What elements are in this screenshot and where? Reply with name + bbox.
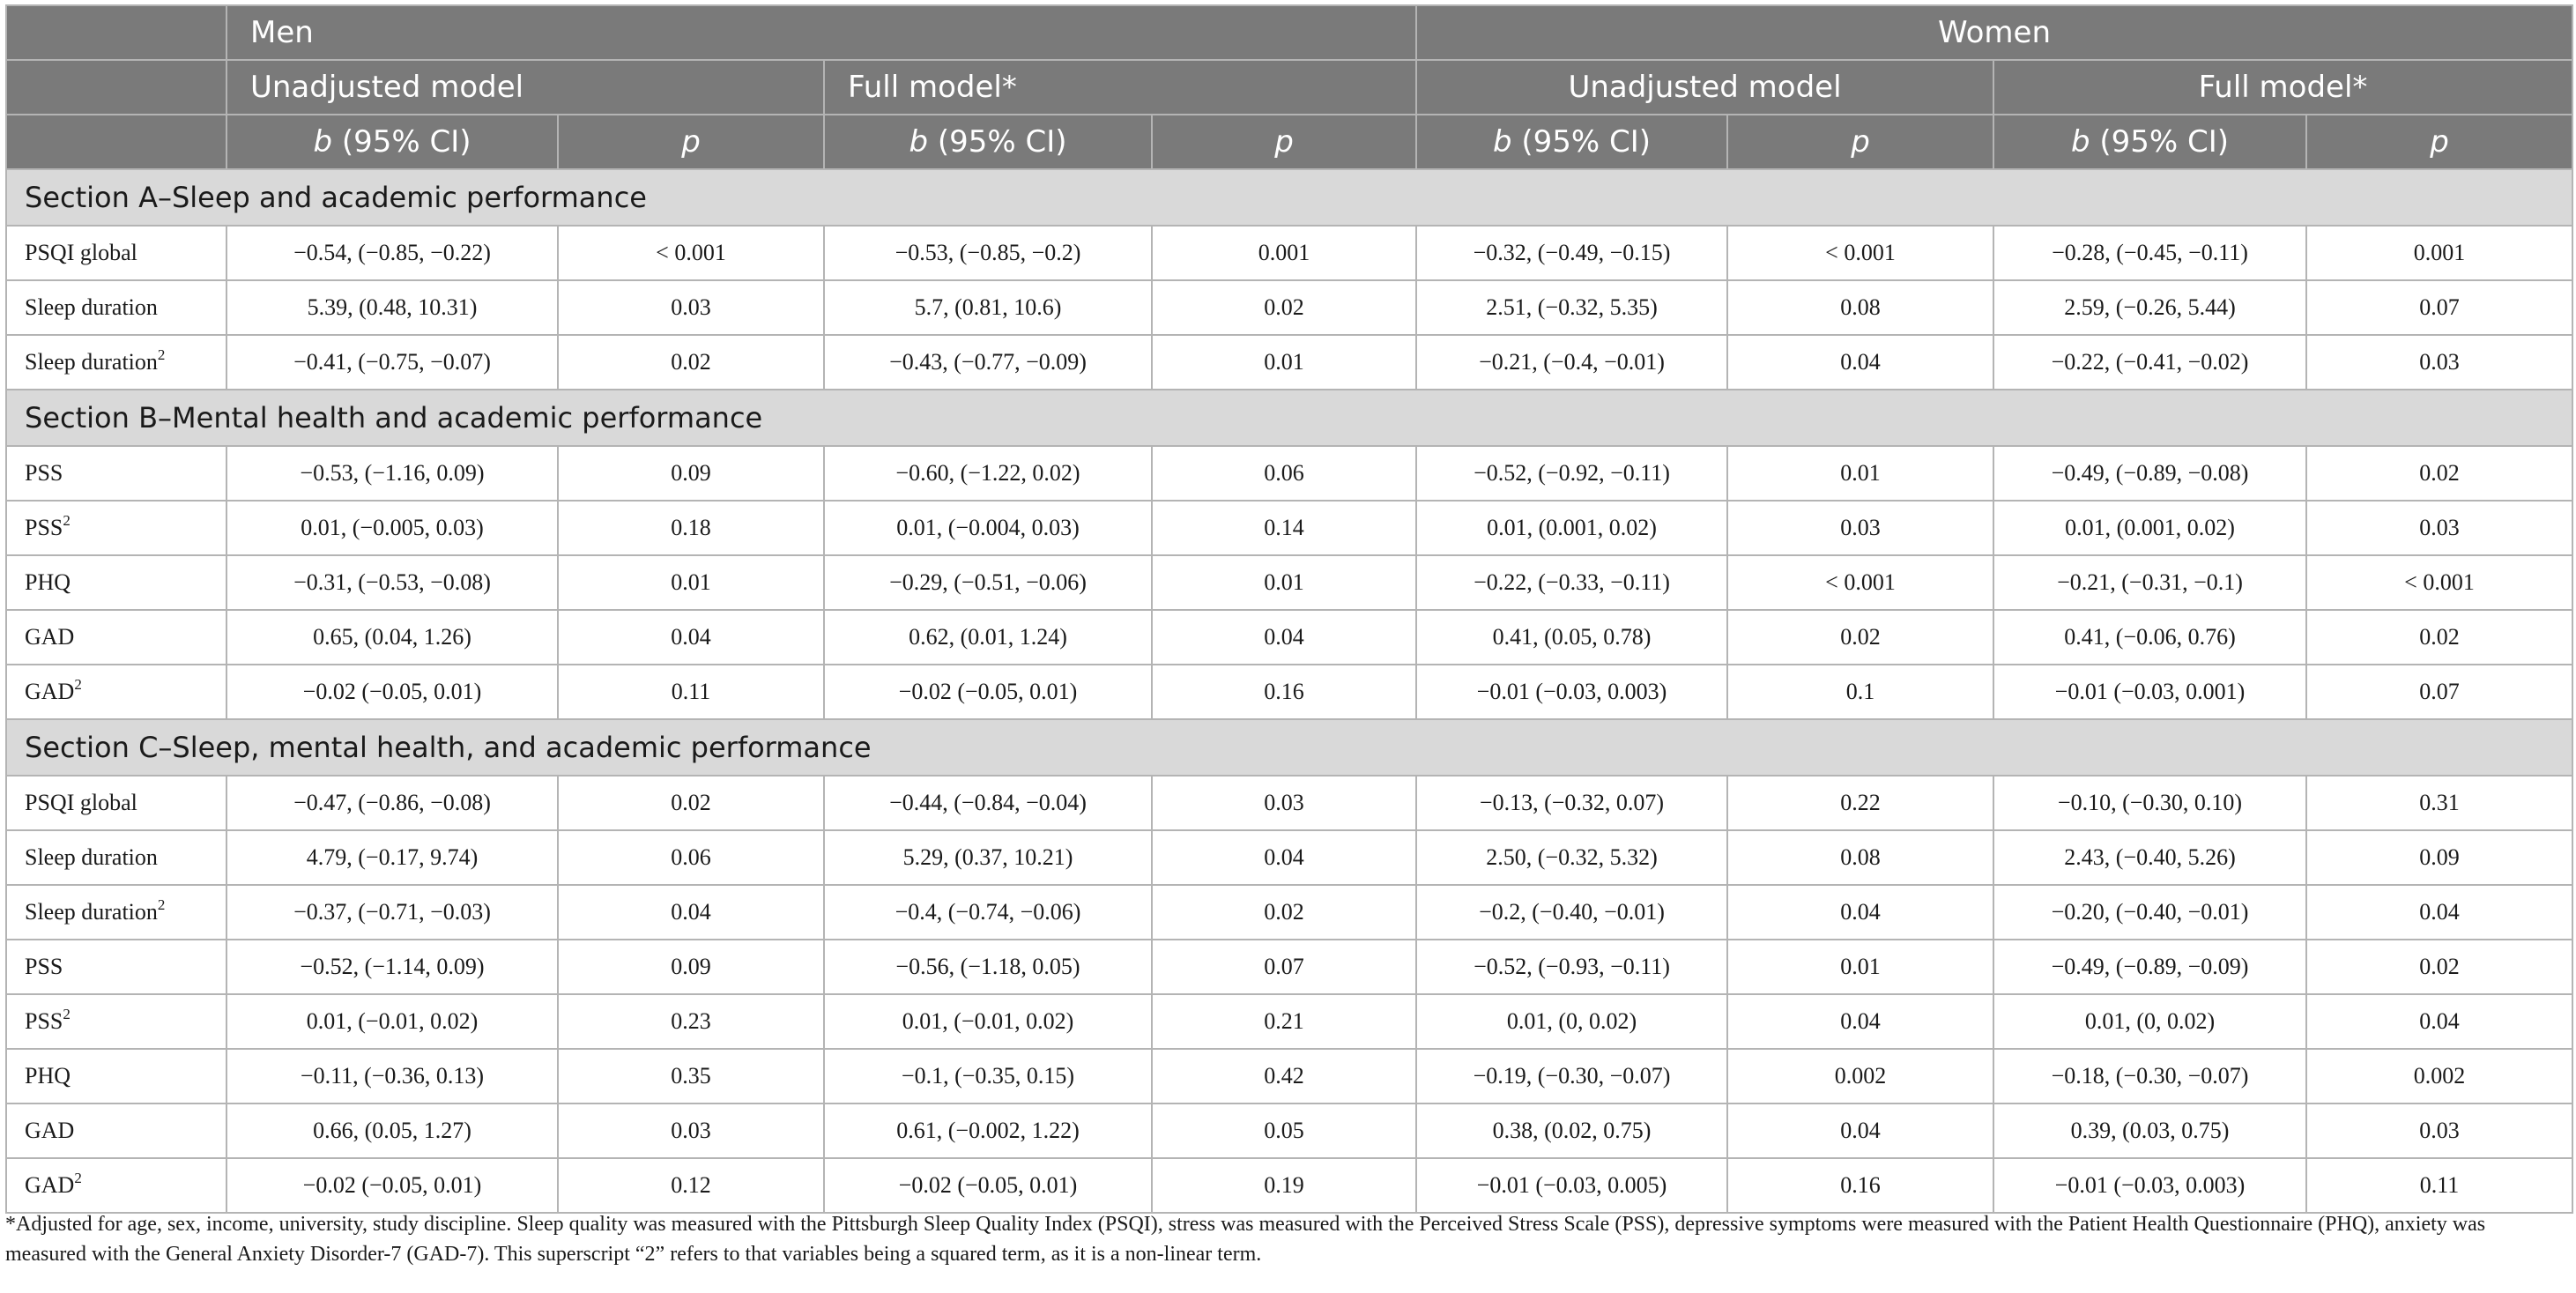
table-row xyxy=(6,940,2572,994)
squared-superscript: 2 xyxy=(63,512,71,529)
estimate-cell: −0.2, (−0.40, −0.01) xyxy=(1416,885,1727,940)
header-model-men-unadjusted: Unadjusted model xyxy=(226,60,824,115)
header-row-models xyxy=(6,60,2572,115)
estimate-cell: −0.22, (−0.41, −0.02) xyxy=(1993,335,2306,390)
p-value-cell: 0.16 xyxy=(1152,665,1416,719)
row-label xyxy=(6,280,226,335)
p-value-cell: 0.07 xyxy=(1152,940,1416,994)
table-row xyxy=(6,555,2572,610)
header-row-groups xyxy=(6,5,2572,60)
table-row xyxy=(6,994,2572,1049)
estimate-cell: −0.1, (−0.35, 0.15) xyxy=(824,1049,1152,1104)
estimate-cell: 5.7, (0.81, 10.6) xyxy=(824,280,1152,335)
row-label-text: Sleep duration xyxy=(25,899,158,925)
p-value-cell: 0.01 xyxy=(1152,555,1416,610)
p-value-cell: 0.04 xyxy=(1152,830,1416,885)
estimate-cell: 0.01, (0.001, 0.02) xyxy=(1993,501,2306,555)
estimate-cell: 2.59, (−0.26, 5.44) xyxy=(1993,280,2306,335)
estimate-cell: −0.54, (−0.85, −0.22) xyxy=(226,226,558,280)
estimate-cell: −0.31, (−0.53, −0.08) xyxy=(226,555,558,610)
header-row-stats xyxy=(6,115,2572,169)
estimate-cell: 0.41, (−0.06, 0.76) xyxy=(1993,610,2306,665)
p-value-cell: 0.001 xyxy=(2306,226,2572,280)
p-value-cell: 0.01 xyxy=(558,555,824,610)
p-value-cell: 0.09 xyxy=(558,446,824,501)
p-value-cell: 0.35 xyxy=(558,1049,824,1104)
estimate-cell: −0.52, (−1.14, 0.09) xyxy=(226,940,558,994)
table-footnote: *Adjusted for age, sex, income, university, study discipline. Sleep quality was measured with the Pittsburgh Sleep Quality Index (PSQI), stress was measured with the Perceived Stress Scale (PSS), depressive symptoms were measured with the Patient Health Questionnaire (PHQ), anxiety was measured with the General Anxiety Disorder-7 (GAD-7). This superscript “2” refers to that variables being a squared term, as it is a non-linear term. xyxy=(5,1213,2486,1266)
header-b-ci xyxy=(1993,115,2306,169)
estimate-cell: −0.52, (−0.93, −0.11) xyxy=(1416,940,1727,994)
section-header-row xyxy=(6,719,2572,776)
section-header-row xyxy=(6,390,2572,446)
p-value-cell: 0.08 xyxy=(1727,830,1993,885)
p-value-cell: 0.04 xyxy=(1727,994,1993,1049)
p-value-cell: 0.02 xyxy=(2306,940,2572,994)
b-symbol: b xyxy=(1492,124,1512,160)
ci-suffix: (95% CI) xyxy=(1511,124,1652,160)
estimate-cell: 0.62, (0.01, 1.24) xyxy=(824,610,1152,665)
p-value-cell: 0.02 xyxy=(2306,446,2572,501)
p-value-cell: 0.06 xyxy=(558,830,824,885)
header-group-men: Men xyxy=(226,5,1416,60)
p-value-cell: 0.02 xyxy=(558,335,824,390)
p-value-cell: 0.03 xyxy=(558,1104,824,1158)
p-value-cell: 0.42 xyxy=(1152,1049,1416,1104)
p-value-cell: < 0.001 xyxy=(1727,555,1993,610)
estimate-cell: 0.39, (0.03, 0.75) xyxy=(1993,1104,2306,1158)
p-value-cell: 0.14 xyxy=(1152,501,1416,555)
header-b-ci xyxy=(824,115,1152,169)
row-label xyxy=(6,555,226,610)
results-table xyxy=(5,4,2573,1214)
table-row xyxy=(6,501,2572,555)
row-label-text: GAD xyxy=(25,624,75,650)
p-value-cell: 0.21 xyxy=(1152,994,1416,1049)
estimate-cell: 2.50, (−0.32, 5.32) xyxy=(1416,830,1727,885)
row-label-text: Sleep duration xyxy=(25,349,158,375)
row-label-text: PSQI global xyxy=(25,790,137,815)
estimate-cell: 0.66, (0.05, 1.27) xyxy=(226,1104,558,1158)
header-model-women-full: Full model* xyxy=(1993,60,2572,115)
estimate-cell: −0.21, (−0.31, −0.1) xyxy=(1993,555,2306,610)
table-row xyxy=(6,665,2572,719)
estimate-cell: −0.4, (−0.74, −0.06) xyxy=(824,885,1152,940)
header-b-ci xyxy=(226,115,558,169)
p-value-cell: 0.12 xyxy=(558,1158,824,1213)
row-label xyxy=(6,1104,226,1158)
p-value-cell: 0.04 xyxy=(2306,994,2572,1049)
estimate-cell: 0.61, (−0.002, 1.22) xyxy=(824,1104,1152,1158)
table-row xyxy=(6,885,2572,940)
estimate-cell: 0.41, (0.05, 0.78) xyxy=(1416,610,1727,665)
estimate-cell: 0.01, (0.001, 0.02) xyxy=(1416,501,1727,555)
estimate-cell: −0.11, (−0.36, 0.13) xyxy=(226,1049,558,1104)
estimate-cell: −0.02 (−0.05, 0.01) xyxy=(824,665,1152,719)
estimate-cell: −0.20, (−0.40, −0.01) xyxy=(1993,885,2306,940)
estimate-cell: −0.01 (−0.03, 0.005) xyxy=(1416,1158,1727,1213)
row-label-text: Sleep duration xyxy=(25,844,158,870)
ci-suffix: (95% CI) xyxy=(2090,124,2230,160)
p-value-cell: 0.07 xyxy=(2306,665,2572,719)
row-label-text: PHQ xyxy=(25,1063,71,1089)
estimate-cell: −0.37, (−0.71, −0.03) xyxy=(226,885,558,940)
row-label xyxy=(6,226,226,280)
b-symbol: b xyxy=(2070,124,2090,160)
header-p xyxy=(2306,115,2572,169)
p-value-cell: 0.11 xyxy=(558,665,824,719)
row-label-text: PSS xyxy=(25,1008,63,1034)
p-value-cell: 0.06 xyxy=(1152,446,1416,501)
p-symbol: p xyxy=(681,124,701,160)
p-value-cell: 0.002 xyxy=(2306,1049,2572,1104)
table-row xyxy=(6,226,2572,280)
estimate-cell: −0.28, (−0.45, −0.11) xyxy=(1993,226,2306,280)
b-symbol: b xyxy=(909,124,929,160)
estimate-cell: −0.19, (−0.30, −0.07) xyxy=(1416,1049,1727,1104)
header-corner xyxy=(6,115,226,169)
p-value-cell: 0.03 xyxy=(558,280,824,335)
estimate-cell: −0.02 (−0.05, 0.01) xyxy=(824,1158,1152,1213)
estimate-cell: −0.53, (−1.16, 0.09) xyxy=(226,446,558,501)
ci-suffix: (95% CI) xyxy=(332,124,471,160)
table-body xyxy=(6,169,2572,1213)
row-label xyxy=(6,776,226,830)
row-label xyxy=(6,501,226,555)
estimate-cell: −0.02 (−0.05, 0.01) xyxy=(226,1158,558,1213)
estimate-cell: −0.53, (−0.85, −0.2) xyxy=(824,226,1152,280)
header-b-ci xyxy=(1416,115,1727,169)
estimate-cell: 0.01, (−0.01, 0.02) xyxy=(226,994,558,1049)
table-row xyxy=(6,280,2572,335)
p-value-cell: 0.23 xyxy=(558,994,824,1049)
table-row xyxy=(6,1104,2572,1158)
p-value-cell: 0.04 xyxy=(1152,610,1416,665)
ci-suffix: (95% CI) xyxy=(928,124,1067,160)
p-value-cell: 0.002 xyxy=(1727,1049,1993,1104)
p-value-cell: 0.03 xyxy=(2306,1104,2572,1158)
estimate-cell: 0.01, (0, 0.02) xyxy=(1993,994,2306,1049)
row-label xyxy=(6,1049,226,1104)
estimate-cell: −0.01 (−0.03, 0.003) xyxy=(1416,665,1727,719)
estimate-cell: −0.44, (−0.84, −0.04) xyxy=(824,776,1152,830)
row-label xyxy=(6,1158,226,1213)
p-value-cell: 0.18 xyxy=(558,501,824,555)
estimate-cell: 0.65, (0.04, 1.26) xyxy=(226,610,558,665)
p-value-cell: 0.09 xyxy=(558,940,824,994)
estimate-cell: −0.47, (−0.86, −0.08) xyxy=(226,776,558,830)
p-value-cell: < 0.001 xyxy=(558,226,824,280)
row-label-text: GAD xyxy=(25,679,75,704)
table-row xyxy=(6,830,2572,885)
estimate-cell: 5.29, (0.37, 10.21) xyxy=(824,830,1152,885)
row-label xyxy=(6,610,226,665)
estimate-cell: −0.02 (−0.05, 0.01) xyxy=(226,665,558,719)
p-symbol: p xyxy=(2430,124,2449,160)
estimate-cell: −0.01 (−0.03, 0.003) xyxy=(1993,1158,2306,1213)
p-value-cell: 0.19 xyxy=(1152,1158,1416,1213)
estimate-cell: 0.01, (−0.005, 0.03) xyxy=(226,501,558,555)
p-value-cell: 0.16 xyxy=(1727,1158,1993,1213)
estimate-cell: −0.32, (−0.49, −0.15) xyxy=(1416,226,1727,280)
row-label xyxy=(6,994,226,1049)
row-label-text: PSS xyxy=(25,954,63,979)
row-label xyxy=(6,665,226,719)
p-value-cell: 0.03 xyxy=(1152,776,1416,830)
estimate-cell: −0.49, (−0.89, −0.09) xyxy=(1993,940,2306,994)
estimate-cell: 4.79, (−0.17, 9.74) xyxy=(226,830,558,885)
row-label-text: PSQI global xyxy=(25,240,137,265)
header-corner xyxy=(6,5,226,60)
p-value-cell: 0.04 xyxy=(558,885,824,940)
p-value-cell: 0.001 xyxy=(1152,226,1416,280)
p-value-cell: 0.22 xyxy=(1727,776,1993,830)
p-value-cell: 0.01 xyxy=(1152,335,1416,390)
section-header-row xyxy=(6,169,2572,226)
p-value-cell: 0.02 xyxy=(1727,610,1993,665)
row-label-text: GAD xyxy=(25,1172,75,1198)
p-symbol: p xyxy=(1274,124,1294,160)
squared-superscript: 2 xyxy=(74,676,82,693)
p-value-cell: 0.03 xyxy=(2306,501,2572,555)
estimate-cell: 0.01, (−0.004, 0.03) xyxy=(824,501,1152,555)
header-p xyxy=(1727,115,1993,169)
p-value-cell: 0.04 xyxy=(1727,1104,1993,1158)
squared-superscript: 2 xyxy=(157,346,166,363)
p-value-cell: 0.31 xyxy=(2306,776,2572,830)
row-label xyxy=(6,885,226,940)
estimate-cell: 2.51, (−0.32, 5.35) xyxy=(1416,280,1727,335)
p-value-cell: 0.04 xyxy=(1727,885,1993,940)
row-label-text: GAD xyxy=(25,1118,75,1143)
row-label-text: PSS xyxy=(25,515,63,540)
section-title: Section A–Sleep and academic performance xyxy=(6,169,2572,226)
p-value-cell: 0.03 xyxy=(2306,335,2572,390)
estimate-cell: −0.52, (−0.92, −0.11) xyxy=(1416,446,1727,501)
row-label xyxy=(6,335,226,390)
table-row xyxy=(6,446,2572,501)
table-row xyxy=(6,335,2572,390)
estimate-cell: −0.43, (−0.77, −0.09) xyxy=(824,335,1152,390)
estimate-cell: 0.01, (0, 0.02) xyxy=(1416,994,1727,1049)
header-p xyxy=(558,115,824,169)
header-model-women-unadjusted: Unadjusted model xyxy=(1416,60,1993,115)
table-row xyxy=(6,776,2572,830)
p-value-cell: 0.11 xyxy=(2306,1158,2572,1213)
estimate-cell: 0.01, (−0.01, 0.02) xyxy=(824,994,1152,1049)
estimate-cell: 2.43, (−0.40, 5.26) xyxy=(1993,830,2306,885)
p-value-cell: 0.05 xyxy=(1152,1104,1416,1158)
estimate-cell: −0.41, (−0.75, −0.07) xyxy=(226,335,558,390)
header-model-men-full: Full model* xyxy=(824,60,1416,115)
header-corner xyxy=(6,60,226,115)
p-value-cell: 0.02 xyxy=(1152,885,1416,940)
p-value-cell: 0.07 xyxy=(2306,280,2572,335)
estimate-cell: 0.38, (0.02, 0.75) xyxy=(1416,1104,1727,1158)
table-row xyxy=(6,610,2572,665)
squared-superscript: 2 xyxy=(157,896,166,913)
p-value-cell: 0.04 xyxy=(2306,885,2572,940)
section-title: Section C–Sleep, mental health, and academic performance xyxy=(6,719,2572,776)
estimate-cell: 5.39, (0.48, 10.31) xyxy=(226,280,558,335)
estimate-cell: −0.01 (−0.03, 0.001) xyxy=(1993,665,2306,719)
p-value-cell: 0.02 xyxy=(558,776,824,830)
b-symbol: b xyxy=(313,124,333,160)
p-value-cell: 0.03 xyxy=(1727,501,1993,555)
row-label xyxy=(6,940,226,994)
p-value-cell: 0.02 xyxy=(1152,280,1416,335)
squared-superscript: 2 xyxy=(63,1006,71,1022)
estimate-cell: −0.18, (−0.30, −0.07) xyxy=(1993,1049,2306,1104)
estimate-cell: −0.56, (−1.18, 0.05) xyxy=(824,940,1152,994)
estimate-cell: −0.13, (−0.32, 0.07) xyxy=(1416,776,1727,830)
table-row xyxy=(6,1049,2572,1104)
p-value-cell: 0.01 xyxy=(1727,446,1993,501)
row-label xyxy=(6,446,226,501)
p-value-cell: 0.04 xyxy=(1727,335,1993,390)
estimate-cell: −0.29, (−0.51, −0.06) xyxy=(824,555,1152,610)
estimate-cell: −0.10, (−0.30, 0.10) xyxy=(1993,776,2306,830)
p-value-cell: 0.08 xyxy=(1727,280,1993,335)
p-symbol: p xyxy=(1851,124,1870,160)
p-value-cell: < 0.001 xyxy=(2306,555,2572,610)
section-title: Section B–Mental health and academic performance xyxy=(6,390,2572,446)
estimate-cell: −0.60, (−1.22, 0.02) xyxy=(824,446,1152,501)
p-value-cell: 0.04 xyxy=(558,610,824,665)
estimate-cell: −0.22, (−0.33, −0.11) xyxy=(1416,555,1727,610)
p-value-cell: 0.02 xyxy=(2306,610,2572,665)
table-row xyxy=(6,1158,2572,1213)
row-label-text: PHQ xyxy=(25,569,71,595)
header-p xyxy=(1152,115,1416,169)
row-label-text: Sleep duration xyxy=(25,294,158,320)
p-value-cell: 0.09 xyxy=(2306,830,2572,885)
estimate-cell: −0.49, (−0.89, −0.08) xyxy=(1993,446,2306,501)
estimate-cell: −0.21, (−0.4, −0.01) xyxy=(1416,335,1727,390)
squared-superscript: 2 xyxy=(74,1170,82,1186)
row-label xyxy=(6,830,226,885)
row-label-text: PSS xyxy=(25,460,63,486)
p-value-cell: < 0.001 xyxy=(1727,226,1993,280)
header-group-women: Women xyxy=(1416,5,2572,60)
p-value-cell: 0.1 xyxy=(1727,665,1993,719)
p-value-cell: 0.01 xyxy=(1727,940,1993,994)
